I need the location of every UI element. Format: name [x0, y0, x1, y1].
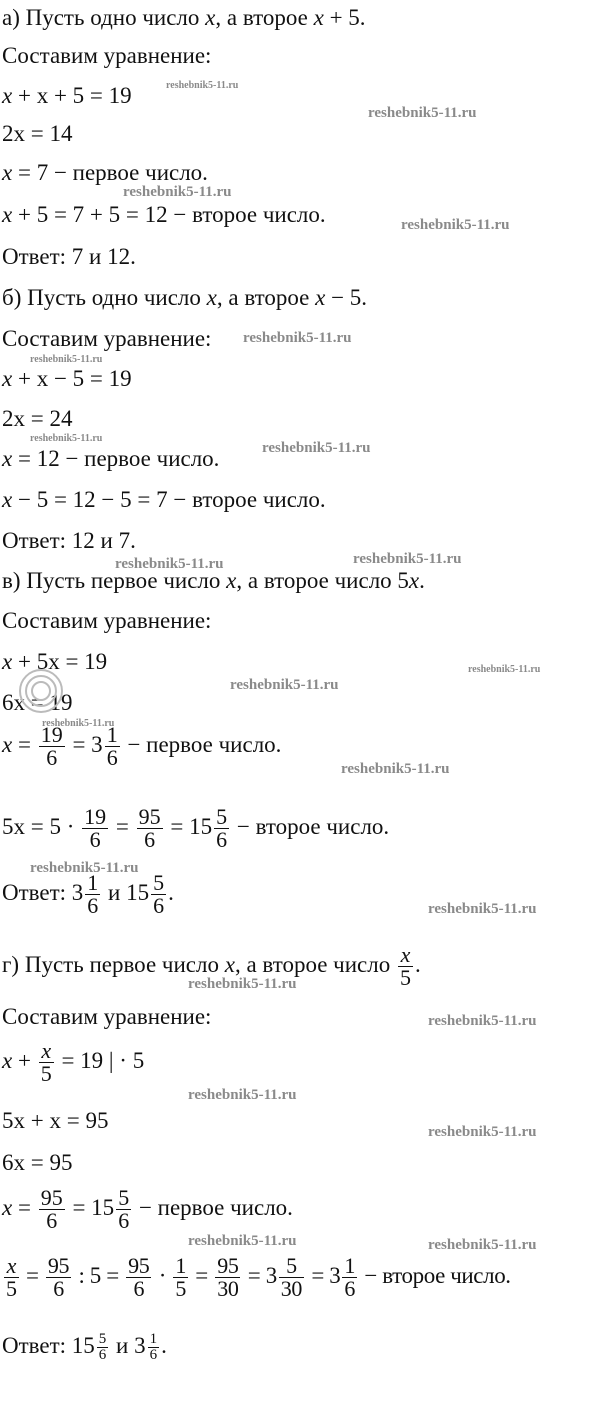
a-eq1: x + x + 5 = 19	[2, 83, 132, 108]
fraction-1-6: $\frac{1}{6}$	[149, 1331, 158, 1364]
v-eq2: 6x = 19	[2, 690, 73, 715]
watermark: reshebnik5-11.ru	[188, 1087, 297, 1103]
watermark: reshebnik5-11.ru	[428, 1237, 537, 1253]
watermark: reshebnik5-11.ru	[188, 1233, 297, 1249]
a-compose: Составим уравнение:	[2, 43, 212, 68]
fraction-1-6: $\frac{1}{6}$	[87, 870, 99, 918]
fraction-5-6: $\frac{5}{6}$	[216, 804, 228, 852]
fraction-95-6: $\frac{95}{6}$	[138, 804, 161, 852]
g-eq1: x + $\frac{x}{5}$ = 19 | · 5	[2, 1038, 145, 1086]
b-eq3: x = 12 − первое число.	[2, 446, 220, 471]
a-eq2: 2x = 14	[2, 121, 73, 146]
b-eq1: x + x − 5 = 19	[2, 366, 132, 391]
fraction-x-5: $\frac{x}{5}$	[400, 942, 411, 990]
watermark: reshebnik5-11.ru	[353, 551, 462, 567]
fraction-x-5: $\frac{x}{5}$	[6, 1253, 17, 1301]
b-eq2: 2x = 24	[2, 406, 73, 431]
v-eq3: x = $\frac{19}{6}$ = 3 $\frac{1}{6}$ − первое число.	[2, 722, 282, 770]
watermark: reshebnik5-11.ru	[30, 860, 139, 876]
fraction-95-30: $\frac{95}{30}$	[217, 1253, 239, 1301]
v-eq1: x + 5x = 19	[2, 649, 108, 674]
watermark: reshebnik5-11.ru	[123, 184, 232, 200]
a-eq4: x + 5 = 7 + 5 = 12 − второе число.	[2, 202, 326, 227]
a-eq3: x = 7 − первое число.	[2, 160, 208, 185]
g-eq5: $\frac{x}{5}$ = $\frac{95}{6}$ : 5 = $\frac{95}{6}$ · $\frac{1}{5}$ = $\frac{95}{30}$ = 3 $\frac{5}{30}$ = 3 $\frac{1}{6}$ − второе число.	[6, 1253, 511, 1301]
watermark: reshebnik5-11.ru	[42, 718, 115, 729]
v-answer: Ответ: 3 $\frac{1}{6}$ и 15 $\frac{5}{6}$ .	[2, 870, 174, 918]
g-title: г) Пусть первое число x, а второе число $\frac{x}{5}$ .	[2, 942, 421, 990]
watermark: reshebnik5-11.ru	[166, 80, 239, 91]
b-compose: Составим уравнение:	[2, 326, 212, 351]
v-eq4: 5x = 5 · $\frac{19}{6}$ = $\frac{95}{6}$ = 15 $\frac{5}{6}$ − второе число.	[2, 804, 390, 852]
g-answer: Ответ: 15 $\frac{5}{6}$ и 3 $\frac{1}{6}$ .	[2, 1331, 167, 1364]
fraction-1-5: $\frac{1}{5}$	[175, 1253, 186, 1301]
watermark: reshebnik5-11.ru	[30, 354, 103, 365]
g-eq3: 6x = 95	[2, 1150, 73, 1175]
g-eq4: x = $\frac{95}{6}$ = 15 $\frac{5}{6}$ − первое число.	[2, 1185, 293, 1233]
fraction-5-30: $\frac{5}{30}$	[280, 1253, 302, 1301]
a-title: а) Пусть одно число x, а второе x + 5.	[2, 5, 366, 30]
watermark: reshebnik5-11.ru	[243, 330, 352, 346]
watermark: reshebnik5-11.ru	[468, 664, 541, 675]
v-compose: Составим уравнение:	[2, 608, 212, 633]
fraction-95-6: $\frac{95}{6}$	[40, 1185, 63, 1233]
a-answer: Ответ: 7 и 12.	[2, 244, 136, 269]
fraction-19-6: $\frac{19}{6}$	[84, 804, 107, 852]
watermark: reshebnik5-11.ru	[428, 901, 537, 917]
watermark: reshebnik5-11.ru	[341, 761, 450, 777]
watermark: reshebnik5-11.ru	[428, 1124, 537, 1140]
g-eq2: 5x + x = 95	[2, 1108, 109, 1133]
b-title: б) Пусть одно число x, а второе x − 5.	[2, 285, 368, 310]
watermark: reshebnik5-11.ru	[30, 433, 103, 444]
watermark: reshebnik5-11.ru	[401, 217, 510, 233]
fraction-95-6: $\frac{95}{6}$	[128, 1253, 150, 1301]
watermark: reshebnik5-11.ru	[230, 677, 339, 693]
b-eq4: x − 5 = 12 − 5 = 7 − второе число.	[2, 487, 326, 512]
stamp-icon	[18, 668, 64, 714]
watermark: reshebnik5-11.ru	[262, 440, 371, 456]
g-compose: Составим уравнение:	[2, 1004, 212, 1029]
fraction-1-6: $\frac{1}{6}$	[106, 722, 118, 770]
fraction-5-6: $\frac{5}{6}$	[118, 1185, 130, 1233]
v-title: в) Пусть первое число x, а второе число 5x.	[2, 568, 425, 593]
watermark: reshebnik5-11.ru	[188, 976, 297, 992]
fraction-x-5: $\frac{x}{5}$	[40, 1038, 52, 1086]
watermark: reshebnik5-11.ru	[428, 1013, 537, 1029]
fraction-5-6: $\frac{5}{6}$	[98, 1331, 107, 1364]
fraction-95-6: $\frac{95}{6}$	[47, 1253, 70, 1301]
fraction-19-6: $\frac{19}{6}$	[40, 722, 63, 770]
watermark: reshebnik5-11.ru	[368, 105, 477, 121]
b-answer: Ответ: 12 и 7.	[2, 528, 136, 553]
fraction-1-6: $\frac{1}{6}$	[344, 1253, 355, 1301]
fraction-5-6: $\frac{5}{6}$	[153, 870, 165, 918]
watermark: reshebnik5-11.ru	[115, 556, 224, 572]
